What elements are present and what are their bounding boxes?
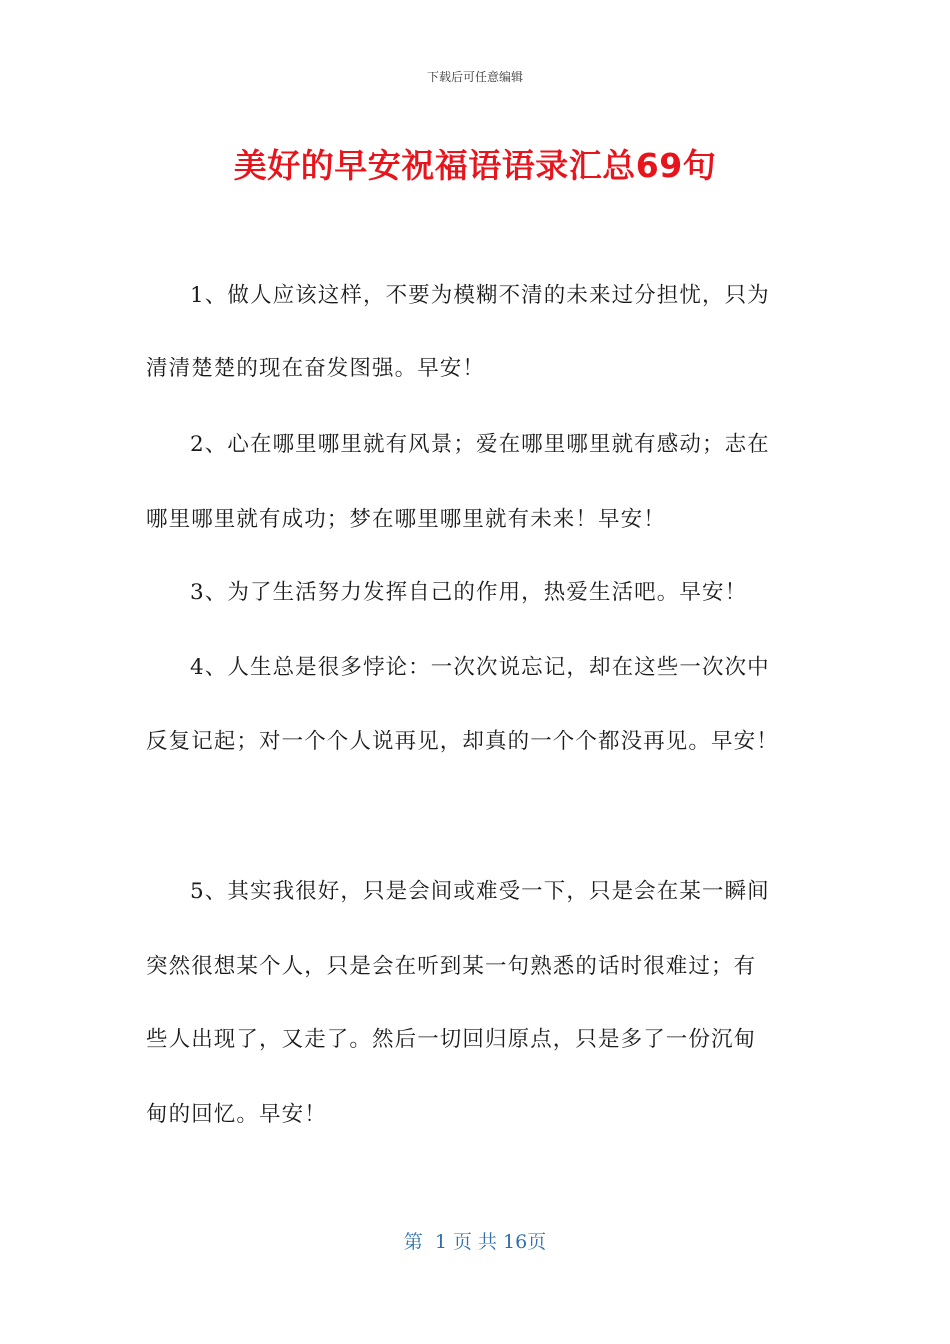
paragraph-line: 甸的回忆。早安！	[146, 1102, 327, 1127]
paragraph-line: 2、心在哪里哪里就有风景；爱在哪里哪里就有感动；志在	[190, 432, 770, 457]
paragraph-line: 些人出现了，又走了。然后一切回归原点，只是多了一份沉甸	[146, 1027, 757, 1052]
header-note: 下载后可任意编辑	[426, 70, 523, 84]
paragraph-line: 4、人生总是很多悖论：一次次说忘记，却在这些一次次中	[190, 655, 770, 680]
page-number-footer: 第 1 页 共 16页	[403, 1231, 547, 1253]
paragraph-line: 1、做人应该这样，不要为模糊不清的未来过分担忧，只为	[190, 283, 770, 308]
paragraph-line: 清清楚楚的现在奋发图强。早安！	[146, 356, 486, 381]
paragraph-line: 5、其实我很好，只是会间或难受一下，只是会在某一瞬间	[190, 879, 770, 904]
paragraph-line: 反复记起；对一个个人说再见，却真的一个个都没再见。早安！	[146, 729, 779, 754]
paragraph-line: 3、为了生活努力发挥自己的作用，热爱生活吧。早安！	[190, 580, 748, 605]
paragraph-line: 突然很想某个人，只是会在听到某一句熟悉的话时很难过；有	[146, 954, 757, 979]
paragraph-line: 哪里哪里就有成功；梦在哪里哪里就有未来！早安！	[146, 507, 666, 532]
document-title: 美好的早安祝福语语录汇总69句	[233, 146, 717, 185]
